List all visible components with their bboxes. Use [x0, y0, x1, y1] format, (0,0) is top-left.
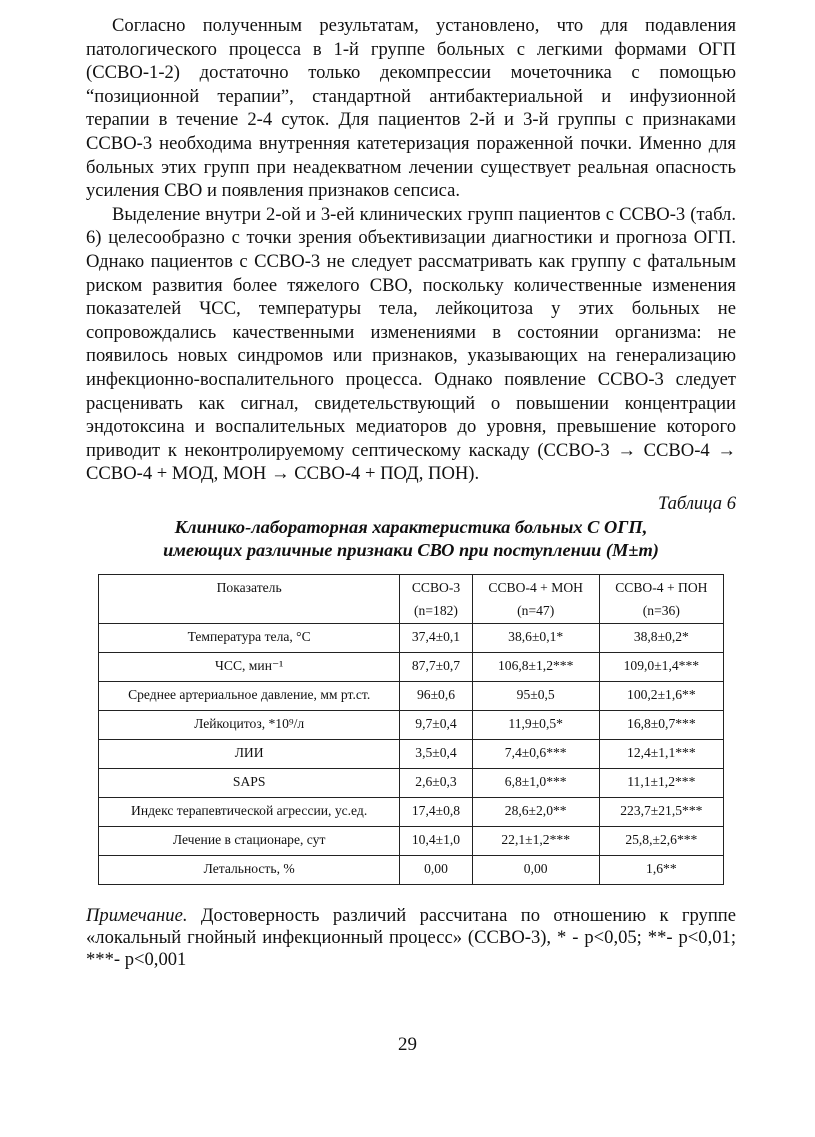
value-cell: 109,0±1,4*** [599, 652, 723, 681]
value-cell: 96±0,6 [400, 681, 472, 710]
value-cell: 37,4±0,1 [400, 623, 472, 652]
value-cell: 12,4±1,1*** [599, 739, 723, 768]
row-label-cell: Лейкоцитоз, *10⁹/л [99, 710, 400, 739]
value-cell: 17,4±0,8 [400, 797, 472, 826]
header-ssvo4-pon: ССВО-4 + ПОН (n=36) [599, 574, 723, 623]
value-cell: 95±0,5 [472, 681, 599, 710]
header-ssvo3: ССВО-3 (n=182) [400, 574, 472, 623]
table-header-row [99, 574, 724, 623]
table-caption-line-2: имеющих различные признаки СВО при поступлении (M±m) [163, 539, 659, 560]
table-row [99, 855, 724, 884]
table-row [99, 623, 724, 652]
table-row [99, 739, 724, 768]
note-label: Примечание. [86, 904, 188, 926]
value-cell: 28,6±2,0** [472, 797, 599, 826]
table-row [99, 797, 724, 826]
row-label-cell: ЧСС, мин⁻¹ [99, 652, 400, 681]
value-cell: 6,8±1,0*** [472, 768, 599, 797]
value-cell: 11,9±0,5* [472, 710, 599, 739]
row-label-cell: ЛИИ [99, 739, 400, 768]
row-label-cell: Индекс терапевтической агрессии, ус.ед. [99, 797, 400, 826]
value-cell: 38,8±0,2* [599, 623, 723, 652]
row-label-cell: Летальность, % [99, 855, 400, 884]
table-row [99, 652, 724, 681]
table-caption-line-1: Клинико-лабораторная характеристика больных С ОГП, [174, 516, 648, 537]
value-cell: 7,4±0,6*** [472, 739, 599, 768]
row-label-cell: Среднее артериальное давление, мм рт.ст. [99, 681, 400, 710]
value-cell: 3,5±0,4 [400, 739, 472, 768]
value-cell: 223,7±21,5*** [599, 797, 723, 826]
value-cell: 10,4±1,0 [400, 826, 472, 855]
table-number: Таблица 6 [657, 492, 736, 514]
page [86, 14, 736, 971]
header-ssvo4-mon: ССВО-4 + МОН (n=47) [472, 574, 599, 623]
row-label-cell: Лечение в стационаре, сут [99, 826, 400, 855]
data-table [98, 574, 724, 885]
value-cell: 22,1±1,2*** [472, 826, 599, 855]
value-cell: 87,7±0,7 [400, 652, 472, 681]
table-row [99, 768, 724, 797]
table-row [99, 826, 724, 855]
value-cell: 100,2±1,6** [599, 681, 723, 710]
value-cell: 11,1±1,2*** [599, 768, 723, 797]
paragraph-1: Согласно полученным результатам, установлено, что для подавления патологического процесса в 1-й группе больных с легкими формами ОГП (ССВО-1-2) достаточно только декомпрессии мочеточника с помощью “позиционной терапии”, стандартной антибактериальной и инфузионной терапии в течение 2-4 суток. Для пациентов 2-й и 3-й группы с признаками ССВО-3 необходима внутренняя катетеризация пораженной почки. Именно для больных этих групп при неадекватном лечении существует реальная опасность усиления СВО и появления признаков сепсиса. [86, 15, 736, 202]
value-cell: 0,00 [472, 855, 599, 884]
table-body [99, 623, 724, 884]
table-row [99, 710, 724, 739]
header-indicator: Показатель [99, 574, 400, 623]
value-cell: 2,6±0,3 [400, 768, 472, 797]
table-note [86, 905, 736, 971]
page-number: 29 [398, 1034, 417, 1055]
value-cell: 1,6** [599, 855, 723, 884]
value-cell: 0,00 [400, 855, 472, 884]
value-cell: 106,8±1,2*** [472, 652, 599, 681]
row-label-cell: SAPS [99, 768, 400, 797]
note-text: Достоверность различий рассчитана по отношению к группе «локальный гнойный инфекционный процесс» (ССВО-3), * - p<0,05; **- p<0,01; ***- p<0,001 [86, 904, 736, 970]
value-cell: 25,8,±2,6*** [599, 826, 723, 855]
value-cell: 9,7±0,4 [400, 710, 472, 739]
paragraph-2: Выделение внутри 2-ой и 3-ей клинических групп пациентов с ССВО-3 (табл. 6) целесообразно с точки зрения объективизации диагностики и прогноза ОГП. Однако пациентов с ССВО-3 не следует рассматривать как группу с фатальным риском развития более тяжелого СВО, поскольку количественные изменения показателей ЧСС, температуры тела, лейкоцитоза у этих больных не сопровождались качественными изменениями в состоянии организма: не появилось новых синдромов или признаков, указывающих на генерализацию инфекционно-воспалительного процесса. Однако появление ССВО-3 следует расценивать как сигнал, свидетельствующий о повышении концентрации эндотоксина и воспалительных медиаторов до уровня, превышение которого приводит к неконтролируемому септическому каскаду (ССВО-3 → ССВО-4 → ССВО-4 + МОД, МОН → ССВО-4 + ПОД, ПОН). [86, 203, 736, 485]
row-label-cell: Температура тела, °С [99, 623, 400, 652]
value-cell: 16,8±0,7*** [599, 710, 723, 739]
value-cell: 38,6±0,1* [472, 623, 599, 652]
table-row [99, 681, 724, 710]
